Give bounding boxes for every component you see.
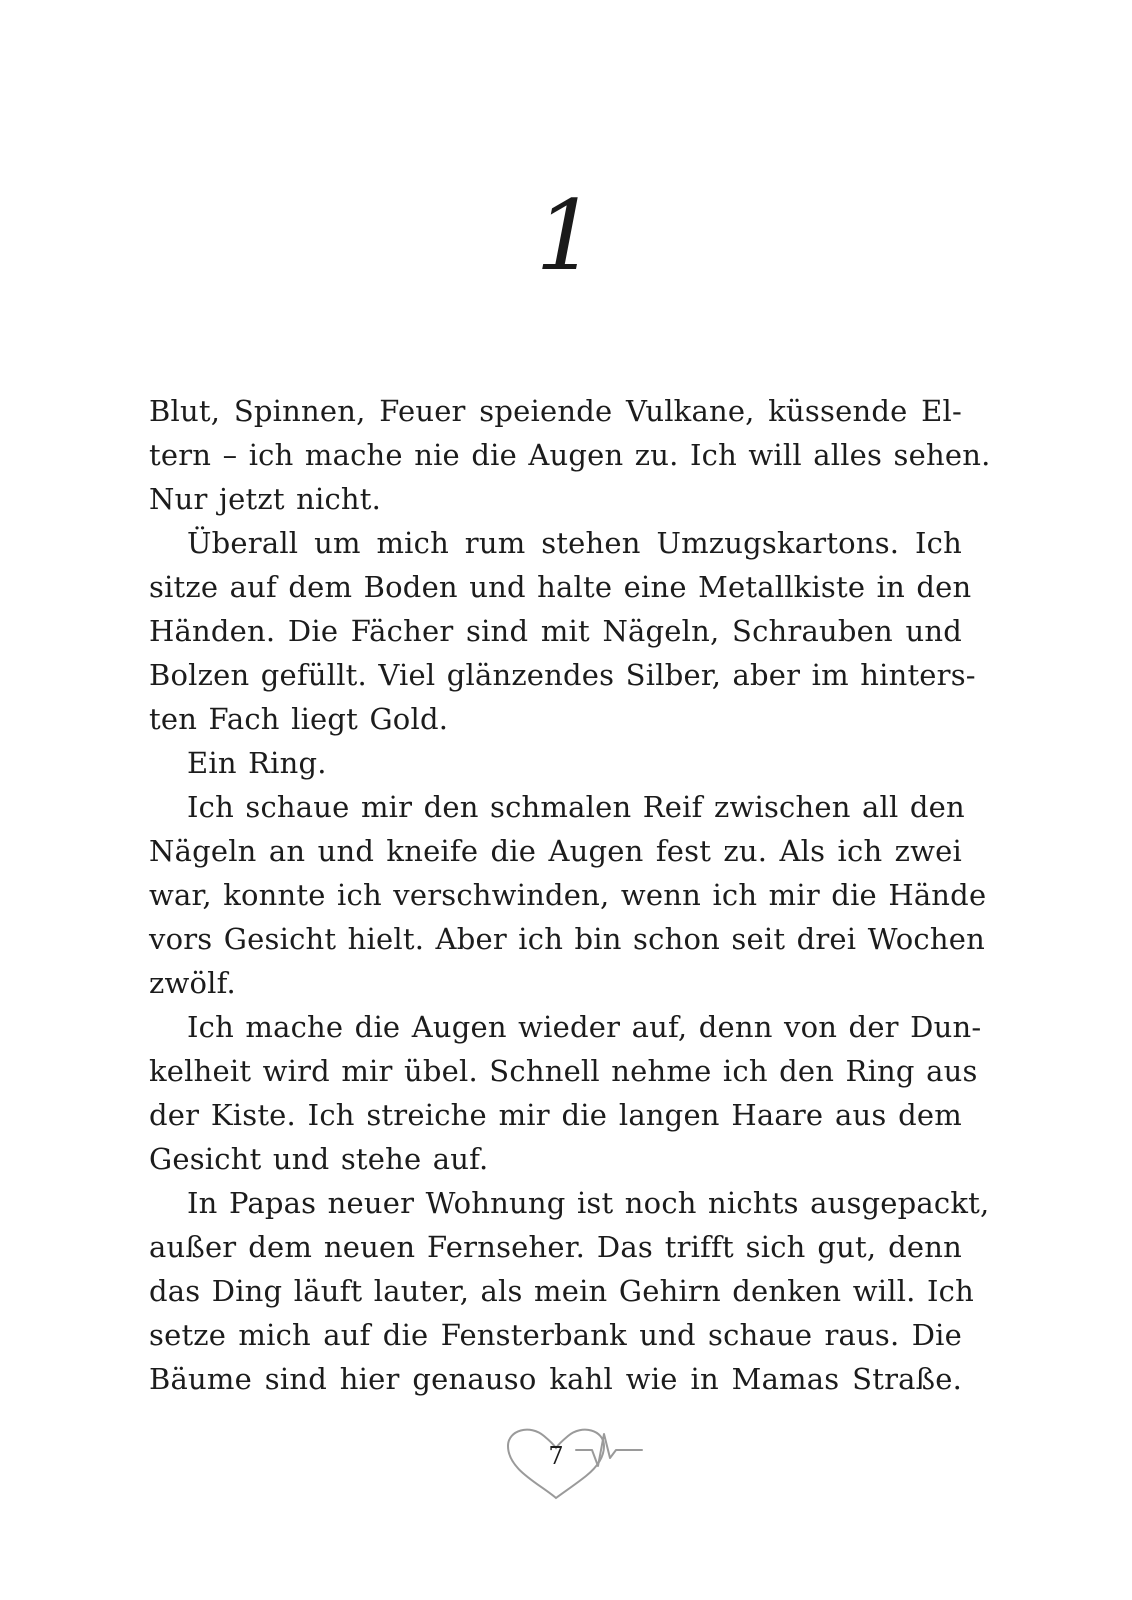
page-number: 7 — [548, 1442, 564, 1470]
text-line: der Kiste. Ich streiche mir die langen Haare aus dem — [149, 1098, 962, 1132]
text-line: zwölf. — [149, 966, 236, 1000]
text-line: Händen. Die Fächer sind mit Nägeln, Schrauben und — [149, 614, 962, 648]
text-line: vors Gesicht hielt. Aber ich bin schon seit drei Wochen — [149, 922, 985, 956]
text-line: tern – ich mache nie die Augen zu. Ich will alles sehen. — [149, 438, 991, 472]
text-line: Nägeln an und kneife die Augen fest zu. Als ich zwei — [149, 834, 962, 868]
text-line: Gesicht und stehe auf. — [149, 1142, 489, 1176]
text-line: Ich schaue mir den schmalen Reif zwischen all den — [187, 790, 965, 824]
text-line: Bäume sind hier genauso kahl wie in Mamas Straße. — [149, 1362, 962, 1396]
text-line: sitze auf dem Boden und halte eine Metallkiste in den — [149, 570, 972, 604]
text-line: Blut, Spinnen, Feuer speiende Vulkane, küssende El- — [149, 394, 962, 428]
text-line: außer dem neuen Fernseher. Das trifft sich gut, denn — [149, 1230, 962, 1264]
text-line: Bolzen gefüllt. Viel glänzendes Silber, aber im hinters- — [149, 658, 976, 692]
text-line: In Papas neuer Wohnung ist noch nichts ausgepackt, — [187, 1186, 990, 1220]
chapter-number: 1 — [535, 180, 597, 292]
text-line: war, konnte ich verschwinden, wenn ich mir die Hände — [149, 878, 987, 912]
text-line: ten Fach liegt Gold. — [149, 702, 449, 736]
text-line: das Ding läuft lauter, als mein Gehirn denken will. Ich — [149, 1274, 974, 1308]
heart-heartbeat-icon — [500, 1420, 670, 1500]
text-line: Nur jetzt nicht. — [149, 482, 382, 516]
text-line: Ich mache die Augen wieder auf, denn von der Dun- — [187, 1010, 982, 1044]
text-line: Überall um mich rum stehen Umzugskartons. Ich — [187, 526, 962, 560]
text-line: kelheit wird mir übel. Schnell nehme ich den Ring aus — [149, 1054, 978, 1088]
page-footer — [500, 1420, 670, 1500]
chapter-text — [149, 389, 991, 1401]
text-line: Ein Ring. — [187, 746, 327, 780]
text-line: setze mich auf die Fensterbank und schaue raus. Die — [149, 1318, 962, 1352]
